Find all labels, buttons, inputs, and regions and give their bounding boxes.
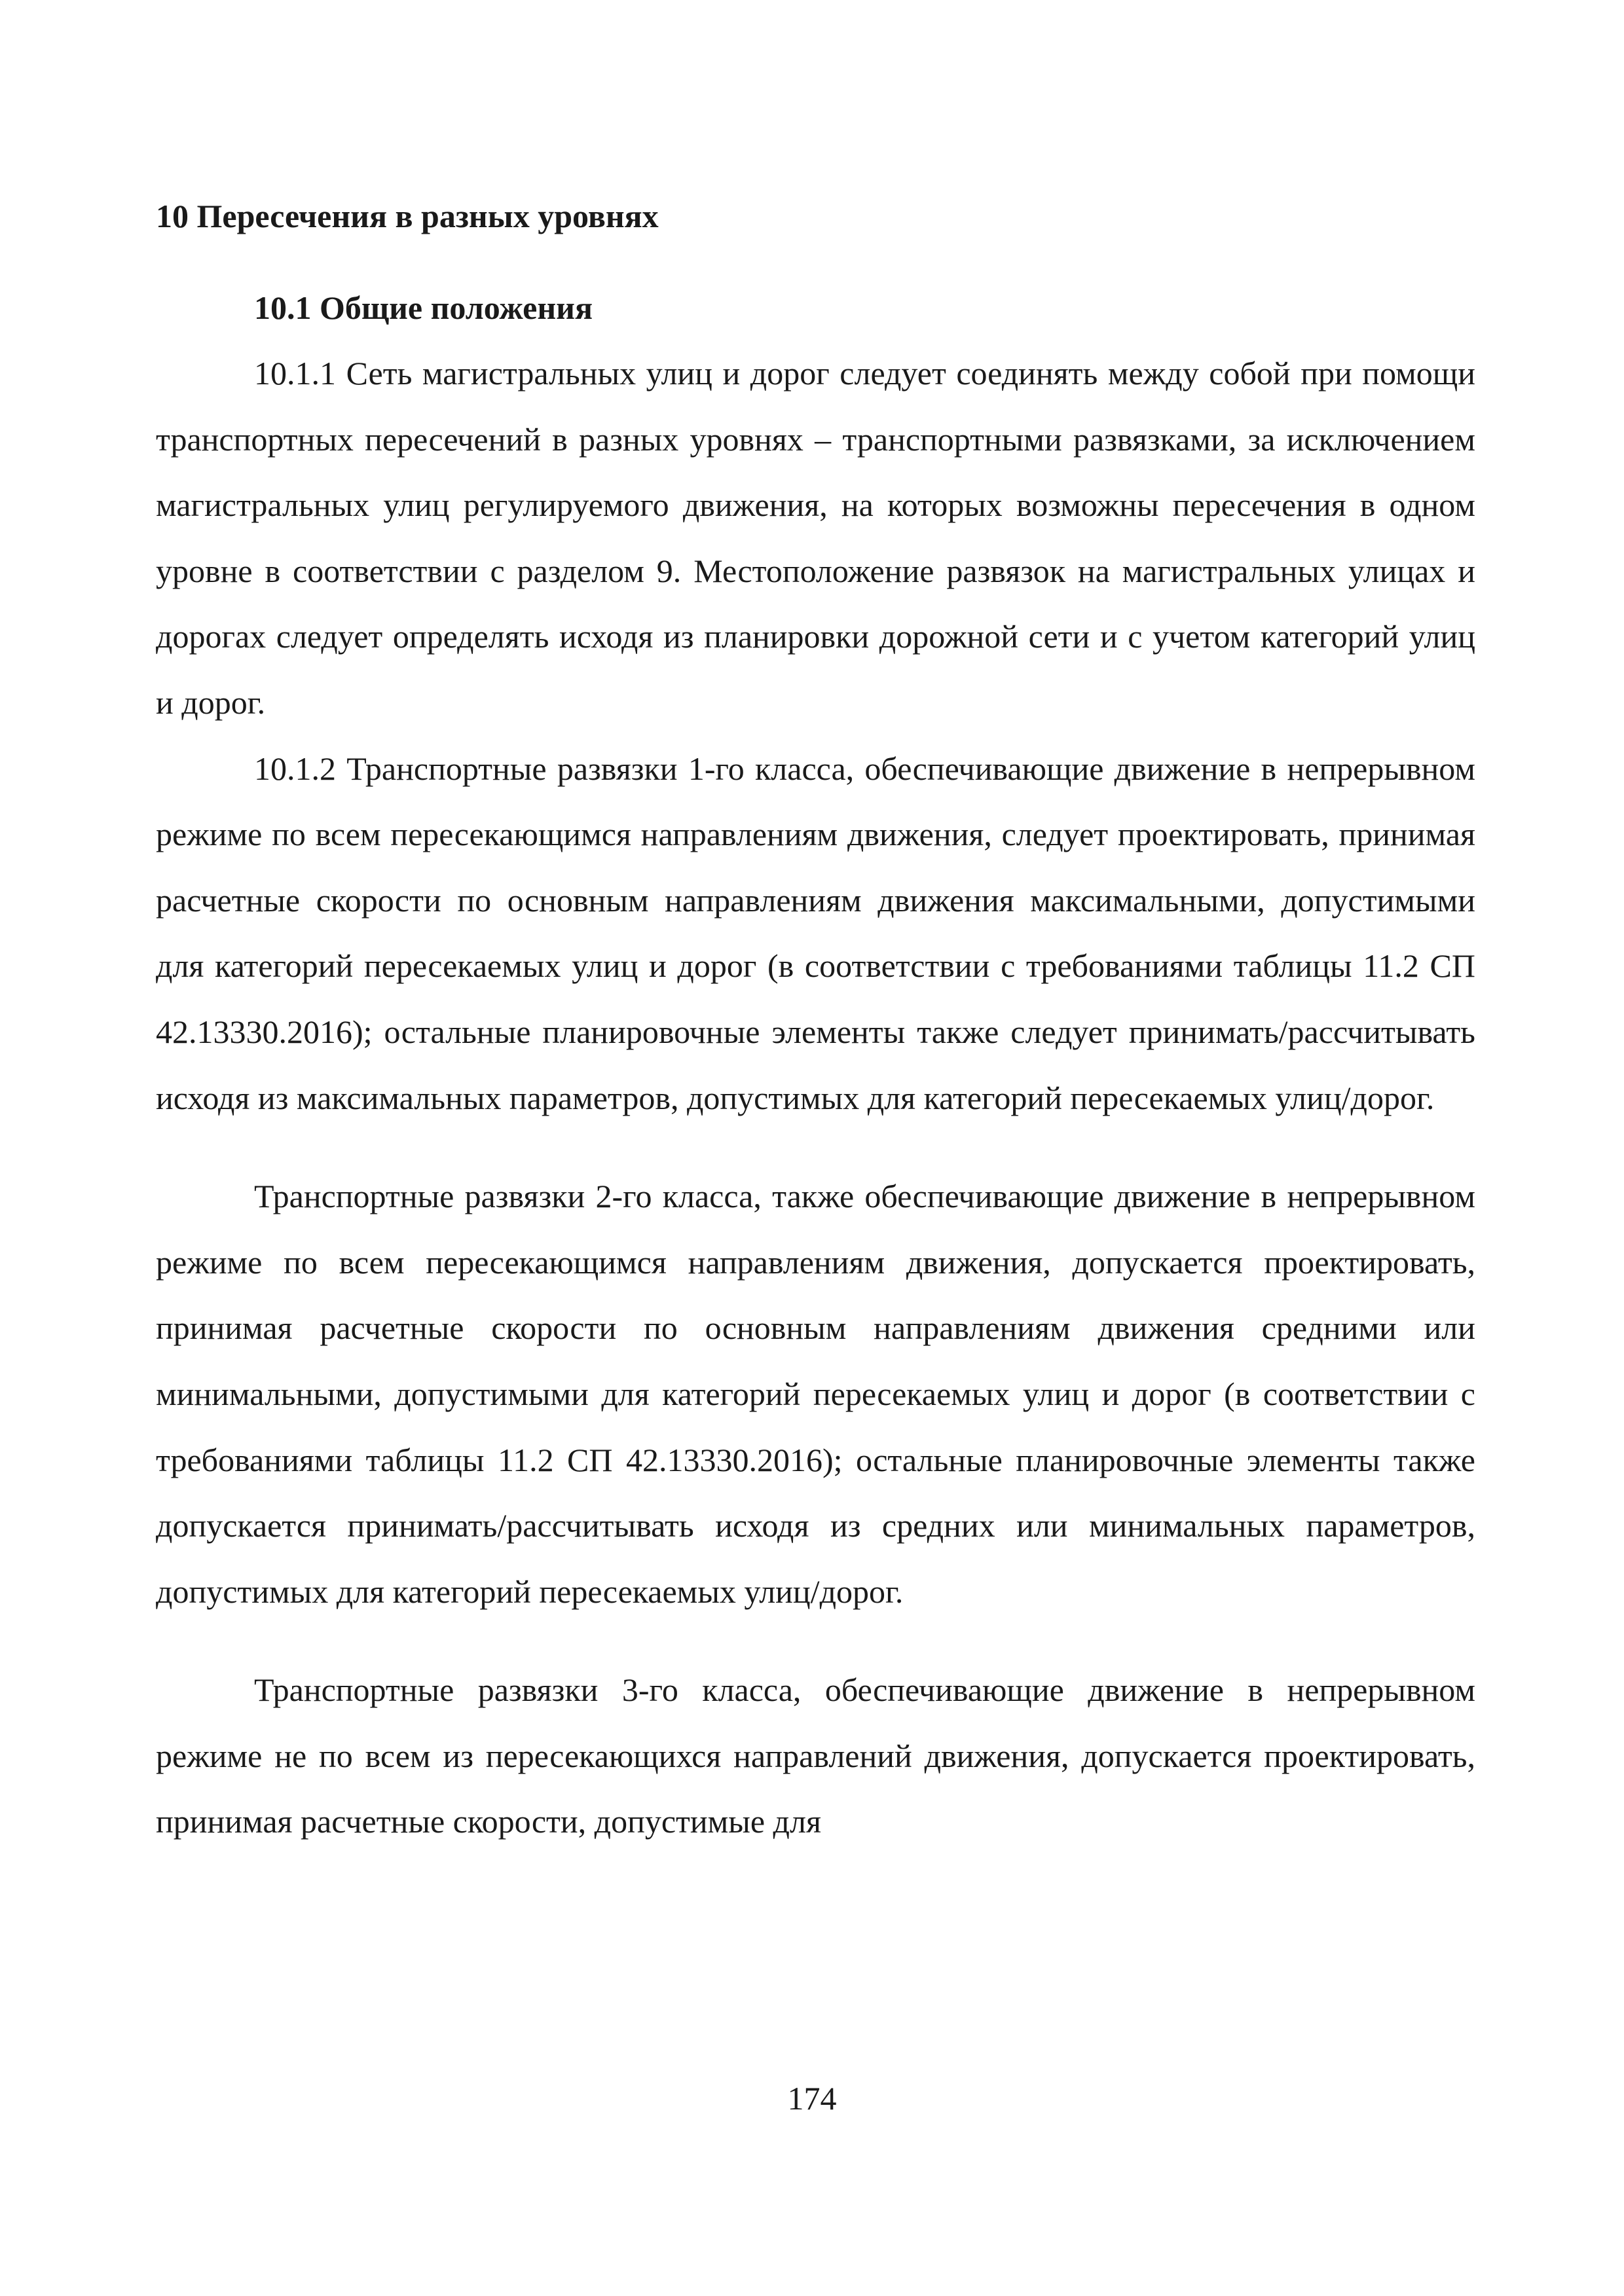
page-number: 174 [787, 2080, 837, 2117]
paragraph-class-3: Транспортные развязки 3-го класса, обеспечивающие движение в непрерывном режиме не по всем из пересекающихся направлений движения, допускается проектировать, принимая расчетные скорости, допустимые для [156, 1671, 1475, 1840]
paragraph-10-1-2: 10.1.2 Транспортные развязки 1-го класса, обеспечивающие движение в непрерывном режиме по всем пересекающимся направлениям движения, следует проектировать, принимая расчетные скорости по основным направлениям движения максимальными, допустимыми для категорий пересекаемых улиц и дорог (в соответствии с требованиями таблицы 11.2 СП 42.13330.2016); остальные планировочные элементы также следует принимать/рассчитывать исходя из максимальных параметров, допустимых для категорий пересекаемых улиц/дорог. [156, 750, 1475, 1116]
section-title: 10.1 Общие положения [254, 289, 593, 326]
paragraph-class-2: Транспортные развязки 2-го класса, также обеспечивающие движение в непрерывном режиме по всем пересекающимся направлениям движения, допускается проектировать, принимая расчетные скорости по основным направлениям движения средними или минимальными, допустимыми для категорий пересекаемых улиц и дорог (в соответствии с требованиями таблицы 11.2 СП 42.13330.2016); остальные планировочные элементы также допускается принимать/рассчитывать исходя из средних или минимальных параметров, допустимых для категорий пересекаемых улиц/дорог. [156, 1178, 1475, 1610]
paragraph-10-1-1: 10.1.1 Сеть магистральных улиц и дорог следует соединять между собой при помощи транспортных пересечений в разных уровнях – транспортными развязками, за исключением магистральных улиц регулируемого движения, на которых возможны пересечения в одном уровне в соответствии с разделом 9. Местоположение развязок на магистральных улицах и дорогах следует определять исходя из планировки дорожной сети и с учетом категорий улиц и дорог. [156, 355, 1475, 721]
chapter-title: 10 Пересечения в разных уровнях [156, 198, 659, 234]
document-page [156, 183, 1475, 1855]
